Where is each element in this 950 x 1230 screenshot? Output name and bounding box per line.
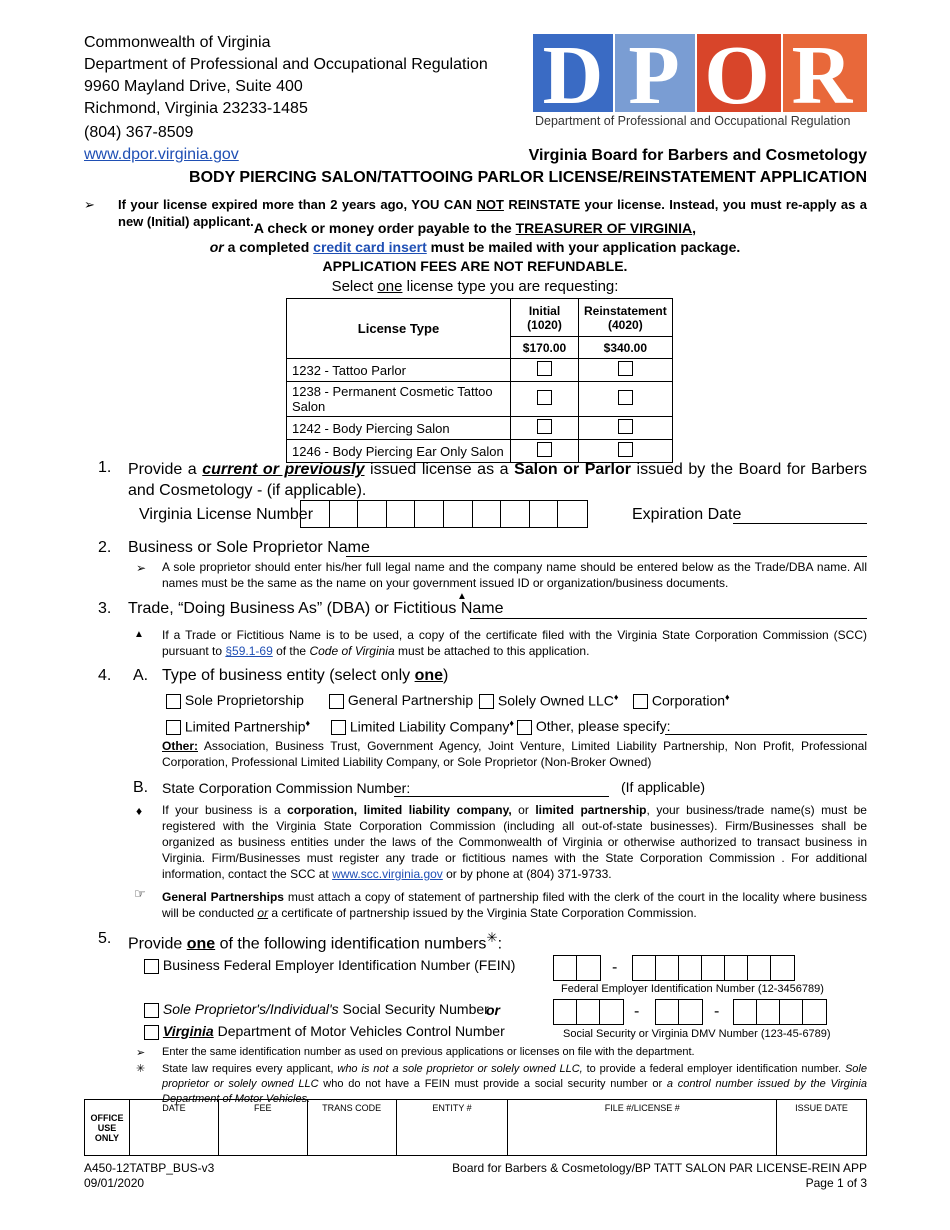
expired-notice: If your license expired more than 2 years ago, YOU CAN NOT REINSTATE your license. Instead, you must re-apply as a new (Initial) applicant. <box>118 197 868 229</box>
office-col-file-license: FILE #/LICENSE # <box>508 1100 777 1156</box>
checkbox[interactable] <box>517 720 532 735</box>
address-line: Department of Professional and Occupational Regulation <box>84 56 488 73</box>
checkbox[interactable] <box>479 694 494 709</box>
general-partnership-note: General Partnerships must attach a copy of statement of partnership filed with the clerk of the court in the locality where business will be conducted or a certificate of partnership issued by the Virginia State Corporation Commission. <box>162 890 868 920</box>
table-row <box>287 359 673 382</box>
license-number-label: Virginia License Number <box>139 506 314 523</box>
license-type-table <box>286 298 673 463</box>
scc-website-link[interactable]: www.scc.virginia.gov <box>332 867 443 881</box>
logo-letter: O <box>704 34 770 112</box>
triangle-icon: ▲ <box>457 591 467 602</box>
reinstatement-checkbox[interactable] <box>618 361 633 376</box>
page-title: BODY PIERCING SALON/TATTOOING PARLOR LICENSE/REINSTATEMENT APPLICATION <box>189 169 867 186</box>
checkbox[interactable] <box>144 959 159 974</box>
dmv-option[interactable]: Virginia Department of Motor Vehicles Control Number <box>144 1023 505 1040</box>
checkbox[interactable] <box>166 720 181 735</box>
logo-letters <box>533 34 867 112</box>
col-initial: Initial (1020) <box>511 299 579 337</box>
reinstatement-checkbox[interactable] <box>618 442 633 457</box>
q4-number: 4. <box>98 667 112 684</box>
asterisk-icon: ✳ <box>136 1063 146 1075</box>
table-row <box>287 382 673 417</box>
scc-if-applicable: (If applicable) <box>621 779 706 795</box>
q1-number: 1. <box>98 459 112 476</box>
fein-caption: Federal Employer Identification Number (12-3456789) <box>561 983 824 995</box>
q5-number: 5. <box>98 930 112 947</box>
option-corporation[interactable]: Corporation♦ <box>633 692 730 709</box>
fee-initial: $170.00 <box>511 337 579 359</box>
notice-bullet: ➢ <box>84 197 95 212</box>
footer-right: Board for Barbers & Cosmetology/BP TATT SALON PAR LICENSE-REIN APP Page 1 of 3 <box>452 1161 867 1190</box>
payment-line-2: or a completed credit card insert must be mailed with your application package. <box>209 239 741 255</box>
website-link[interactable]: www.dpor.virginia.gov <box>84 146 239 163</box>
ssn-input-part2[interactable] <box>655 999 703 1025</box>
ssn-caption: Social Security or Virginia DMV Number (123-45-6789) <box>563 1028 831 1040</box>
office-col-trans-code: TRANS CODE <box>307 1100 396 1156</box>
select-license-type: Select one license type you are requesting: <box>331 278 619 295</box>
table-row <box>287 417 673 440</box>
entity-type-label: Type of business entity (select only one) <box>162 667 449 684</box>
checkbox[interactable] <box>331 720 346 735</box>
option-other[interactable]: Other, please specify: <box>517 718 671 735</box>
logo-caption: Department of Professional and Occupational Regulation <box>535 114 851 128</box>
fee-reinstatement: $340.00 <box>579 337 673 359</box>
logo-letter: P <box>628 34 680 112</box>
initial-checkbox[interactable] <box>537 419 552 434</box>
checkbox[interactable] <box>144 1003 159 1018</box>
checkbox[interactable] <box>166 694 181 709</box>
office-use-table <box>84 1099 867 1156</box>
fein-input-part1[interactable] <box>553 955 601 981</box>
option-general-partnership[interactable]: General Partnership <box>329 692 473 709</box>
other-specify-field[interactable] <box>665 734 867 735</box>
address-line: 9960 Mayland Drive, Suite 400 <box>84 78 303 95</box>
q2-note: A sole proprietor should enter his/her full legal name and the company name should be entered below as the Trade/DBA name. All names must be the same as the name on your government issued ID or organization/business documents. <box>162 560 867 590</box>
id-note-1: Enter the same identification number as used on previous applications or licenses on file with the department. <box>162 1046 695 1058</box>
ssn-input-part3[interactable] <box>733 999 827 1025</box>
q4b-letter: B. <box>133 779 149 796</box>
ssn-dash: - <box>714 1003 720 1020</box>
code-section-link[interactable]: §59.1-69 <box>225 644 273 658</box>
board-name: Virginia Board for Barbers and Cosmetology <box>528 147 867 164</box>
or-text: or <box>486 1002 500 1018</box>
checkbox[interactable] <box>144 1025 159 1040</box>
dba-field[interactable] <box>470 618 867 619</box>
q4a-letter: A. <box>133 667 149 684</box>
ssn-option[interactable]: Sole Proprietor's/Individual's Social Security Number <box>144 1001 489 1018</box>
license-name: 1232 - Tattoo Parlor <box>287 359 511 382</box>
q1-text: Provide a current or previously issued license as a Salon or Parlor issued by the Board for Barbers and Cosmetology - (if applicable). <box>128 461 868 499</box>
ssn-input-part1[interactable] <box>553 999 624 1025</box>
expiration-date-field[interactable] <box>733 523 867 524</box>
scc-number-field[interactable] <box>394 796 609 797</box>
checkbox[interactable] <box>633 694 648 709</box>
office-col-issue-date: ISSUE DATE <box>777 1100 867 1156</box>
credit-card-insert-link[interactable]: credit card insert <box>313 239 427 255</box>
address-line: (804) 367-8509 <box>84 124 194 141</box>
initial-checkbox[interactable] <box>537 361 552 376</box>
expiration-date-label: Expiration Date <box>632 506 742 523</box>
fein-dash: - <box>612 959 618 976</box>
q3-number: 3. <box>98 600 112 617</box>
id-note-2: State law requires every applicant, who is not a sole proprietor or solely owned LLC, to provide a federal employer identification number. Sole proprietor or solely owned LLC who do not have a FEIN must provide a social security number or a control number issued by the Virginia Department of Motor Vehicles. <box>162 1063 867 1105</box>
fees-not-refundable: APPLICATION FEES ARE NOT REFUNDABLE. <box>322 258 628 274</box>
triangle-icon: ▲ <box>134 629 144 640</box>
office-col-entity: ENTITY # <box>396 1100 508 1156</box>
option-sole-proprietorship[interactable]: Sole Proprietorship <box>166 692 304 709</box>
col-reinstatement: Reinstatement (4020) <box>579 299 673 337</box>
dpor-logo <box>533 34 867 130</box>
other-note: Other: Association, Business Trust, Government Agency, Joint Venture, Limited Liability Partnership, Non Profit, Professional Corporation, Professional Limited Liability Company, or Sole Proprietor (Non-Broker Owned) <box>162 739 867 769</box>
option-llc[interactable]: Limited Liability Company♦ <box>331 718 514 735</box>
q3-note: If a Trade or Fictitious Name is to be used, a copy of the certificate filed with the Virginia State Corporation Commission (SCC) pursuant to §59.1-69 of the Code of Virginia must be attached to this application. <box>162 628 867 658</box>
option-solely-owned-llc[interactable]: Solely Owned LLC♦ <box>479 692 618 709</box>
logo-letter: R <box>791 34 853 112</box>
license-number-input[interactable] <box>300 500 588 528</box>
scc-number-label: State Corporation Commission Number: <box>162 780 411 796</box>
payment-line-1: A check or money order payable to the TREASURER OF VIRGINIA, <box>253 220 697 236</box>
reinstatement-checkbox[interactable] <box>618 390 633 405</box>
form-id: A450-12TATBP_BUS-v3 09/01/2020 <box>84 1161 215 1190</box>
office-col-fee: FEE <box>218 1100 307 1156</box>
address-line: Richmond, Virginia 23233-1485 <box>84 100 308 117</box>
initial-checkbox[interactable] <box>537 442 552 457</box>
note-bullet: ➢ <box>136 1047 146 1059</box>
address-line: Commonwealth of Virginia <box>84 34 271 51</box>
office-col-date: DATE <box>129 1100 218 1156</box>
initial-checkbox[interactable] <box>537 390 552 405</box>
option-limited-partnership[interactable]: Limited Partnership♦ <box>166 718 310 735</box>
license-name: 1238 - Permanent Cosmetic Tattoo Salon <box>287 382 511 417</box>
checkbox[interactable] <box>329 694 344 709</box>
id-numbers-label: Provide one of the following identification numbers✳: <box>128 930 503 953</box>
logo-letter: D <box>542 34 604 112</box>
q2-note-bullet: ➢ <box>136 561 147 575</box>
business-name-field[interactable] <box>346 556 867 557</box>
pointing-hand-icon: ☞ <box>134 886 146 901</box>
q2-number: 2. <box>98 539 112 556</box>
col-license-type: License Type <box>287 299 511 359</box>
asterisk-icon: ✳ <box>486 930 498 945</box>
fein-input-part2[interactable] <box>632 955 795 981</box>
license-name: 1246 - Body Piercing Ear Only Salon <box>287 440 511 463</box>
office-use-label: OFFICE USE ONLY <box>85 1100 130 1156</box>
license-name: 1242 - Body Piercing Salon <box>287 417 511 440</box>
diamond-icon: ♦ <box>136 804 143 818</box>
dba-label: Trade, “Doing Business As” (DBA) or Fictitious Name <box>128 600 504 617</box>
business-name-label: Business or Sole Proprietor Name <box>128 539 370 556</box>
agency-address <box>84 32 488 166</box>
reinstatement-checkbox[interactable] <box>618 419 633 434</box>
ssn-dash: - <box>634 1003 640 1020</box>
fein-option[interactable]: Business Federal Employer Identification Number (FEIN) <box>144 957 515 974</box>
entity-registration-note: If your business is a corporation, limited liability company, or limited partnership, your business/trade name(s) must be registered with the Virginia State Corporation Commission (including all out-of-state businesses). Firm/Businesses shall be organized as business entities under the laws of the Commonwealth of Virginia or otherwise authorized to transact business in Virginia. Firm/Businesses must register any trade or fictitious names with the State Corporation Commission . For additional information, contact the SCC at www.scc.virginia.gov or by phone at (804) 371-9733. <box>162 803 867 881</box>
